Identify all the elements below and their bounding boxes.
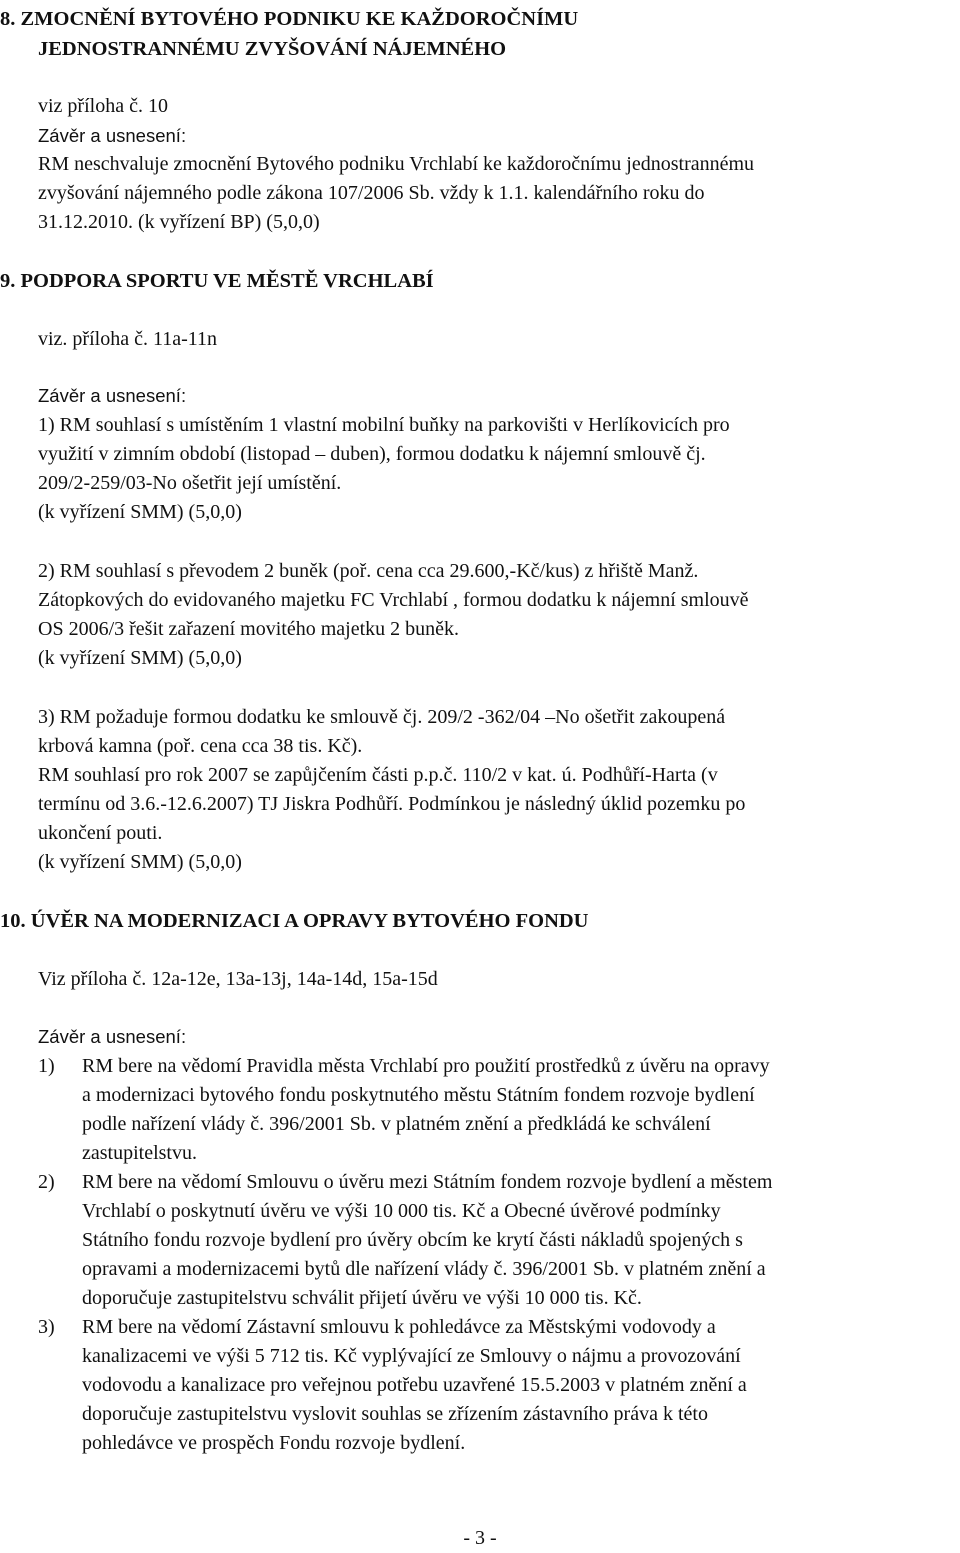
section-10-item-1-number: 1)	[38, 1055, 55, 1077]
section-8-resolution-label: Závěr a usnesení:	[38, 125, 187, 146]
section-9-item-2-line2: Zátopkových do evidovaného majetku FC Vrchlabí , formou dodatku k nájemní smlouvě	[38, 589, 749, 611]
section-9-item-2-tag: (k vyřízení SMM) (5,0,0)	[38, 647, 242, 669]
section-8-heading-line1: 8. ZMOCNĚNÍ BYTOVÉHO PODNIKU KE KAŽDOROČNÍMU	[0, 8, 579, 30]
section-9-item-1-line3: 209/2-259/03-No ošetřit její umístění.	[38, 472, 342, 494]
section-9-item-3-line5: ukončení pouti.	[38, 822, 163, 844]
section-8-attachment: viz příloha č. 10	[38, 95, 168, 117]
section-9-item-2-line3: OS 2006/3 řešit zařazení movitého majetku 2 buněk.	[38, 618, 460, 640]
section-10-item-2-line: RM bere na vědomí Smlouvu o úvěru mezi Státním fondem rozvoje bydlení a městem	[82, 1171, 773, 1193]
section-9-attachment: viz. příloha č. 11a-11n	[38, 328, 218, 350]
page-number: - 3 -	[463, 1527, 497, 1549]
section-9-item-1-line2: využití v zimním období (listopad – duben), formou dodatku k nájemní smlouvě čj.	[38, 443, 706, 465]
section-9-item-3-line4: termínu od 3.6.-12.6.2007) TJ Jiskra Podhůří. Podmínkou je následný úklid pozemku po	[38, 793, 746, 815]
section-10-item-2-line: Vrchlabí o poskytnutí úvěru ve výši 10 000 tis. Kč a Obecné úvěrové podmínky	[82, 1200, 721, 1222]
section-10-item-1-line: podle nařízení vlády č. 396/2001 Sb. v platném znění a předkládá ke schválení	[82, 1113, 711, 1135]
section-10-item-3-line: pohledávce ve prospěch Fondu rozvoje bydlení.	[82, 1432, 466, 1454]
section-9-item-3-line2: krbová kamna (poř. cena cca 38 tis. Kč).	[38, 735, 363, 757]
section-10-item-3-line: vodovodu a kanalizace pro veřejnou potřebu uzavřené 15.5.2003 v platném znění a	[82, 1374, 747, 1396]
section-9-item-3-line3: RM souhlasí pro rok 2007 se zapůjčením části p.p.č. 110/2 v kat. ú. Podhůří-Harta (v	[38, 764, 718, 786]
section-10-item-1-text	[82, 1052, 958, 1168]
section-10-item-1-line: zastupitelstvu.	[82, 1142, 197, 1164]
section-8-text-line2: zvyšování nájemného podle zákona 107/2006 Sb. vždy k 1.1. kalendářního roku do	[38, 182, 705, 204]
section-9-item-1	[38, 411, 958, 527]
section-9-resolution-label: Závěr a usnesení:	[38, 385, 187, 406]
section-10-item-1-line: a modernizaci bytového fondu poskytnutého městu Státním fondem rozvoje bydlení	[82, 1084, 755, 1106]
section-10-resolution-label: Závěr a usnesení:	[38, 1026, 187, 1047]
section-10-item-3-line: RM bere na vědomí Zástavní smlouvu k pohledávce za Městskými vodovody a	[82, 1316, 716, 1338]
section-10-item-2-number: 2)	[38, 1171, 55, 1193]
section-10-heading: 10. ÚVĚR NA MODERNIZACI A OPRAVY BYTOVÉHO FONDU	[0, 910, 589, 932]
section-10-item-3-line: doporučuje zastupitelstvu vyslovit souhlas se zřízením zástavního práva k této	[82, 1403, 708, 1425]
section-9-item-3	[38, 703, 958, 877]
section-10-item-3-line: kanalizacemi ve výši 5 712 tis. Kč vyplývající ze Smlouvy o nájmu a provozování	[82, 1345, 741, 1367]
section-10-item-2-text	[82, 1168, 958, 1313]
section-10-item-3-text	[82, 1313, 958, 1458]
section-9-item-1-line1: 1) RM souhlasí s umístěním 1 vlastní mobilní buňky na parkovišti v Herlíkovicích pro	[38, 414, 730, 436]
section-10-item-1-line: RM bere na vědomí Pravidla města Vrchlabí pro použití prostředků z úvěru na opravy	[82, 1055, 770, 1077]
section-8-text-line3: 31.12.2010. (k vyřízení BP) (5,0,0)	[38, 211, 320, 233]
section-10-item-2-line: opravami a modernizacemi bytů dle nařízení vlády č. 396/2001 Sb. v platném znění a	[82, 1258, 766, 1280]
section-9-heading: 9. PODPORA SPORTU VE MĚSTĚ VRCHLABÍ	[0, 270, 434, 292]
section-10-attachment: Viz příloha č. 12a-12e, 13a-13j, 14a-14d, 15a-15d	[38, 968, 438, 990]
section-10-item-3-number: 3)	[38, 1316, 55, 1338]
section-9-item-2	[38, 557, 958, 673]
section-8-text-line1: RM neschvaluje zmocnění Bytového podniku Vrchlabí ke každoročnímu jednostrannému	[38, 153, 755, 175]
section-8-heading	[0, 4, 940, 64]
section-9-item-2-line1: 2) RM souhlasí s převodem 2 buněk (poř. cena cca 29.600,-Kč/kus) z hřiště Manž.	[38, 560, 699, 582]
section-9-item-3-line1: 3) RM požaduje formou dodatku ke smlouvě čj. 209/2 -362/04 –No ošetřit zakoupená	[38, 706, 726, 728]
section-8-heading-line2: JEDNOSTRANNÉMU ZVYŠOVÁNÍ NÁJEMNÉHO	[38, 38, 507, 60]
section-10-item-2-line: doporučuje zastupitelstvu schválit přijetí úvěru ve výši 10 000 tis. Kč.	[82, 1287, 642, 1309]
section-9-item-3-tag: (k vyřízení SMM) (5,0,0)	[38, 851, 242, 873]
section-10-item-2-line: Státního fondu rozvoje bydlení pro úvěry obcím ke krytí části nákladů spojených s	[82, 1229, 743, 1251]
section-8-resolution-text	[38, 150, 958, 237]
section-9-item-1-tag: (k vyřízení SMM) (5,0,0)	[38, 501, 242, 523]
